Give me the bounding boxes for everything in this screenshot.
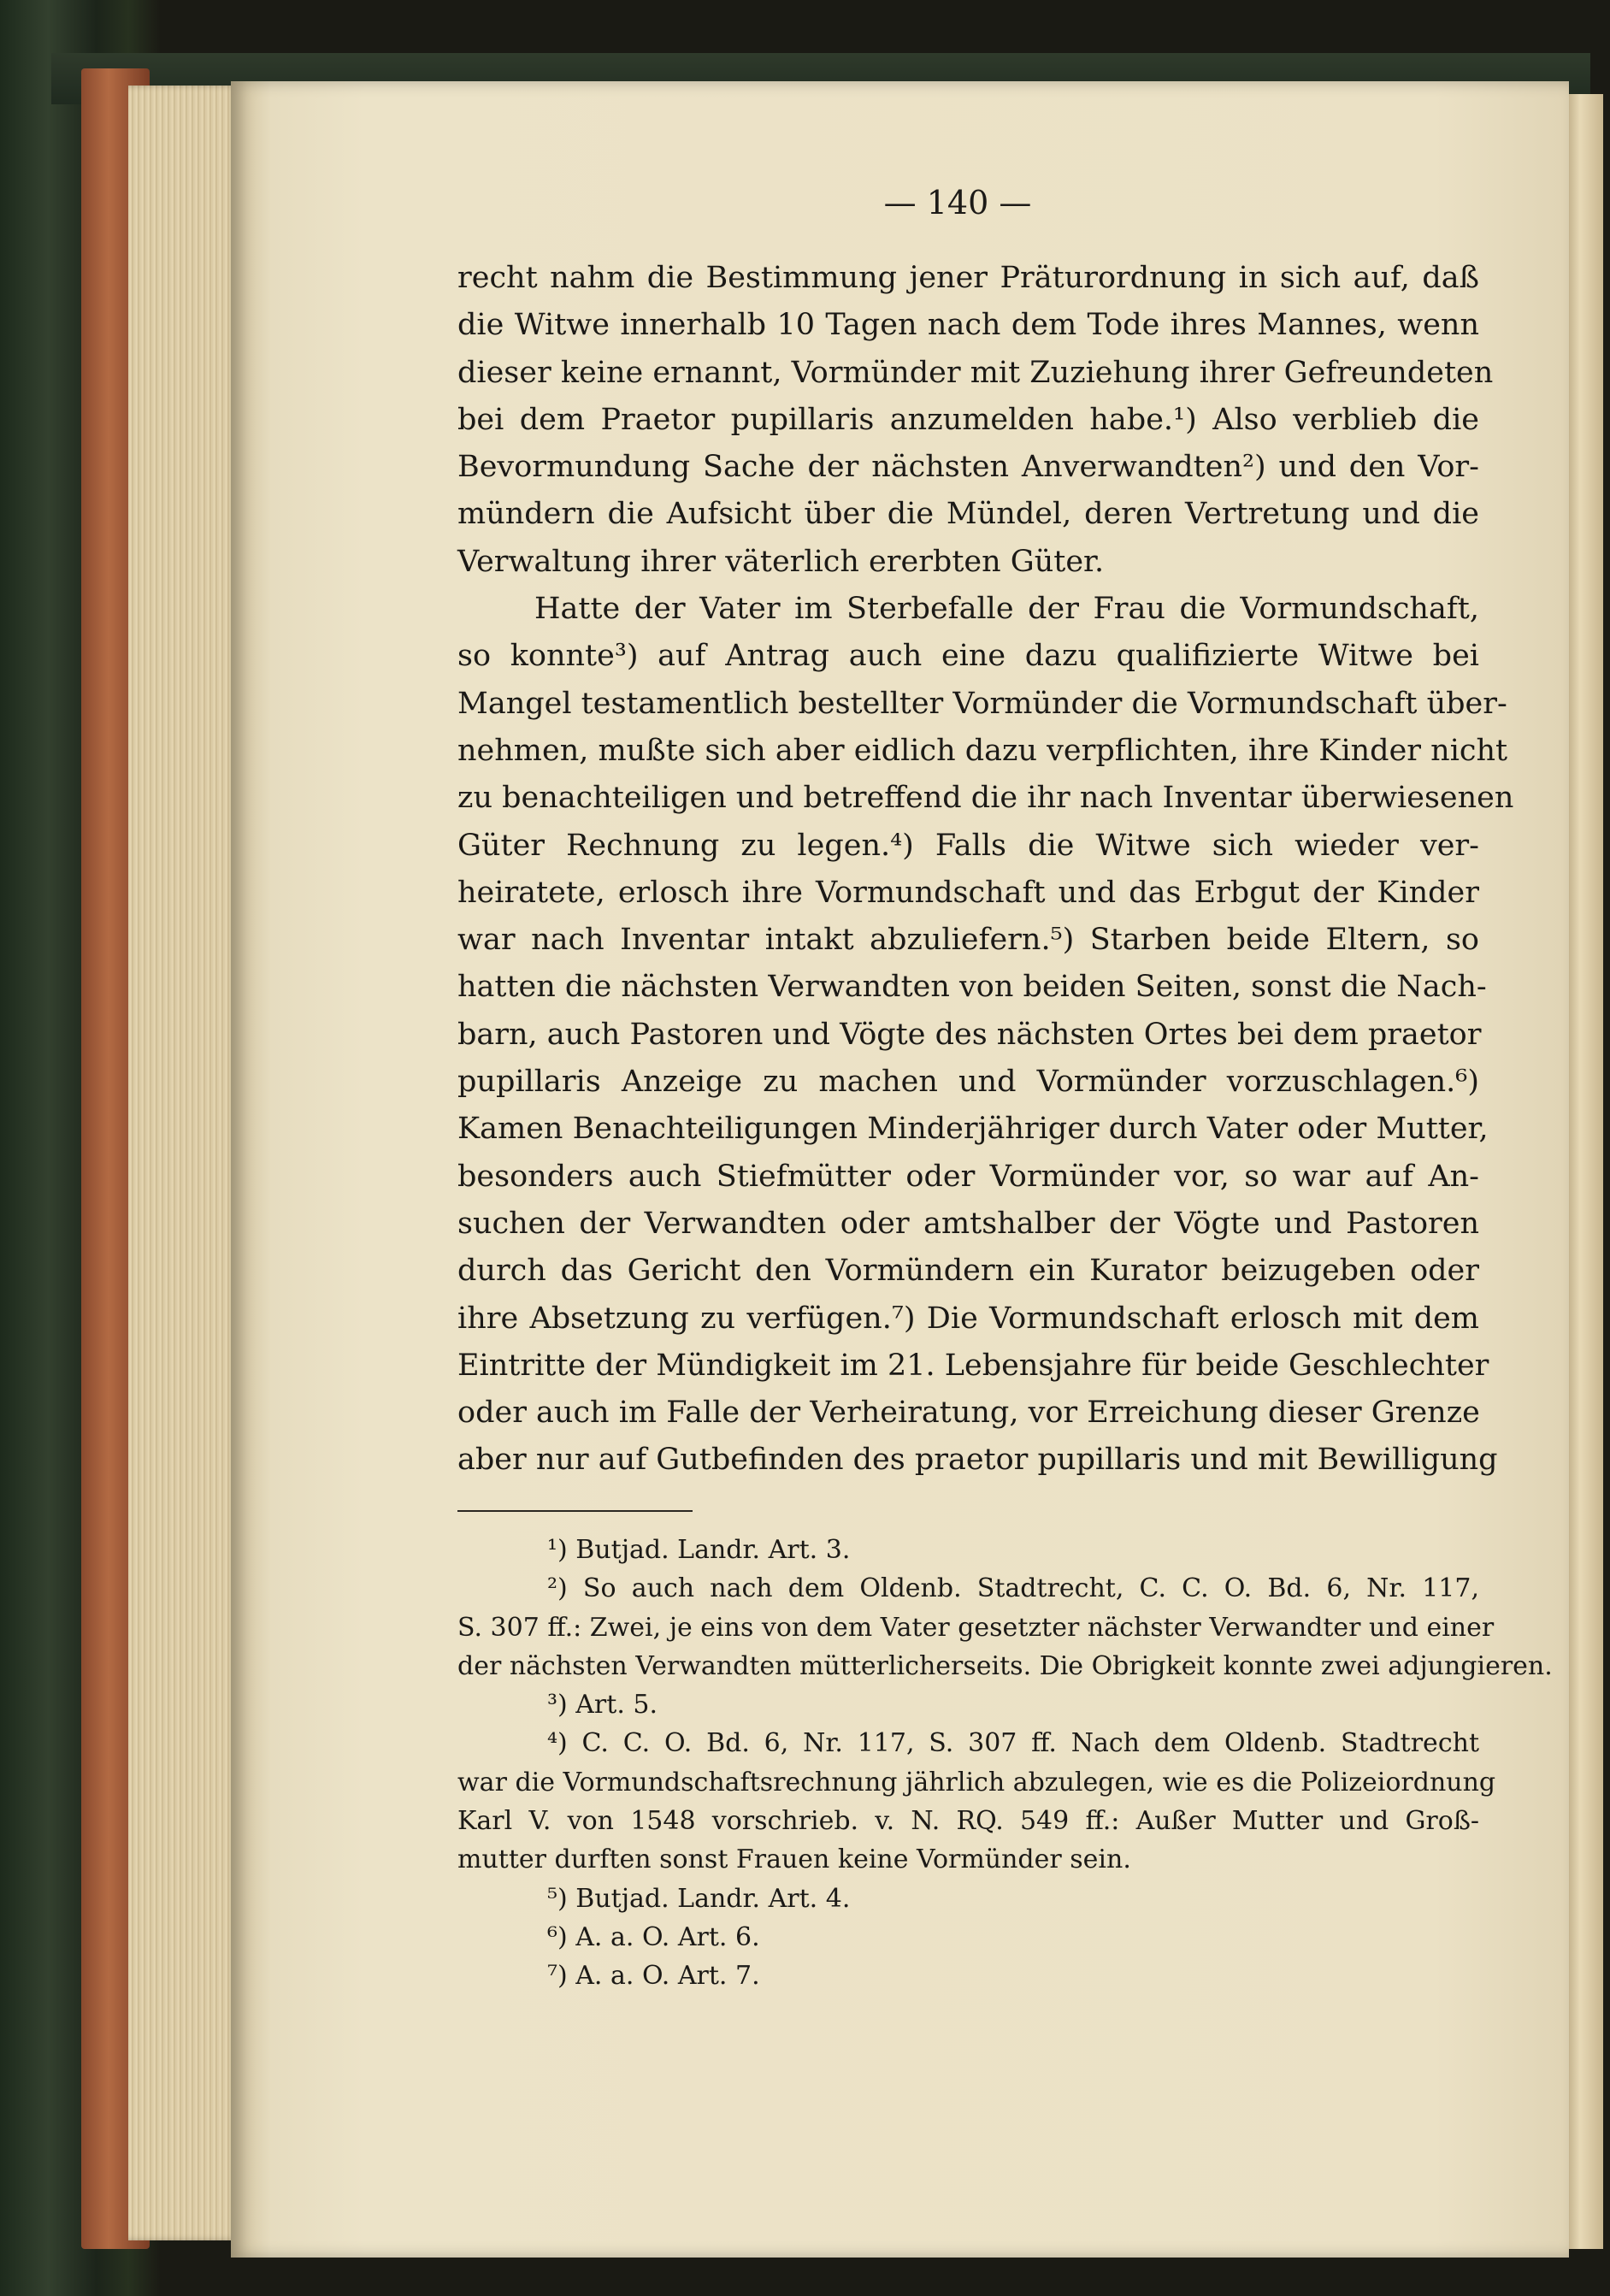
footnote-line: ⁵) Butjad. Landr. Art. 4. (547, 1883, 851, 1914)
body-line: Mangel testamentlich bestellter Vormünder die Vormundschaft über- (457, 686, 1507, 721)
body-line: Güter Rechnung zu legen.⁴) Falls die Witwe sich wieder ver- (457, 828, 1479, 863)
body-line: heiratete, erlosch ihre Vormundschaft und das Erbgut der Kinder (457, 875, 1479, 910)
footnotes (457, 1531, 1553, 1996)
page-number: — 140 — (883, 184, 1032, 221)
footnote-line: ³) Art. 5. (547, 1690, 658, 1721)
body-line: besonders auch Stiefmütter oder Vormünder vor, so war auf An- (457, 1159, 1479, 1194)
page-edges-right (1565, 94, 1603, 2249)
footnote-line: ⁷) A. a. O. Art. 7. (547, 1961, 760, 1992)
body-line: Bevormundung Sache der nächsten Anverwandten²) und den Vor- (457, 450, 1479, 485)
body-line: Verwaltung ihrer väterlich ererbten Güter. (457, 544, 1105, 579)
body-line: pupillaris Anzeige zu machen und Vormünder vorzuschlagen.⁶) (457, 1065, 1479, 1100)
footnote-line: ²) So auch nach dem Oldenb. Stadtrecht, C. C. O. Bd. 6, Nr. 117, (547, 1573, 1479, 1604)
body-line: aber nur auf Gutbefinden des praetor pupillaris und mit Bewilligung (457, 1443, 1498, 1478)
body-line: recht nahm die Bestimmung jener Präturordnung in sich auf, daß (457, 261, 1479, 295)
footnote-line: Karl V. von 1548 vorschrieb. v. N. RQ. 549 ff.: Außer Mutter und Groß- (457, 1806, 1479, 1837)
footnote-line: mutter durften sonst Frauen keine Vormünder sein. (457, 1844, 1131, 1875)
body-line: so konnte³) auf Antrag auch eine dazu qualifizierte Witwe bei (457, 639, 1479, 674)
body-line: nehmen, mußte sich aber eidlich dazu verpflichten, ihre Kinder nicht (457, 733, 1508, 768)
footnote-line: ⁶) A. a. O. Art. 6. (547, 1921, 760, 1952)
footnote-line: ¹) Butjad. Landr. Art. 3. (547, 1535, 851, 1565)
page-edges-left (128, 86, 239, 2240)
body-line: Eintritte der Mündigkeit im 21. Lebensjahre für beide Geschlechter (457, 1348, 1489, 1383)
body-line: die Witwe innerhalb 10 Tagen nach dem Tode ihres Mannes, wenn (457, 308, 1479, 343)
footnote-separator (457, 1510, 693, 1512)
body-line: mündern die Aufsicht über die Mündel, deren Vertretung und die (457, 497, 1479, 532)
body-line: oder auch im Falle der Verheiratung, vor Erreichung dieser Grenze (457, 1396, 1480, 1431)
footnote-line: ⁴) C. C. O. Bd. 6, Nr. 117, S. 307 ff. Nach dem Oldenb. Stadtrecht (547, 1728, 1479, 1759)
body-line: Hatte der Vater im Sterbefalle der Frau die Vormundschaft, (534, 592, 1479, 627)
body-line: barn, auch Pastoren und Vögte des nächsten Ortes bei dem praetor (457, 1017, 1482, 1052)
footnote-line: der nächsten Verwandten mütterlicherseits. Die Obrigkeit konnte zwei adjungieren. (457, 1650, 1553, 1681)
body-line: suchen der Verwandten oder amtshalber der Vögte und Pastoren (457, 1206, 1479, 1241)
body-line: bei dem Praetor pupillaris anzumelden habe.¹) Also verblieb die (457, 402, 1479, 437)
body-line: hatten die nächsten Verwandten von beiden Seiten, sonst die Nach- (457, 970, 1487, 1005)
body-line: durch das Gericht den Vormündern ein Kurator beizugeben oder (457, 1254, 1479, 1289)
body-line: zu benachteiligen und betreffend die ihr nach Inventar überwiesenen (457, 781, 1514, 816)
body-line: Kamen Benachteiligungen Minderjähriger durch Vater oder Mutter, (457, 1112, 1489, 1147)
body-line: war nach Inventar intakt abzuliefern.⁵) Starben beide Eltern, so (457, 923, 1479, 958)
body-line: dieser keine ernannt, Vormünder mit Zuziehung ihrer Gefreundeten (457, 355, 1494, 390)
body-line: ihre Absetzung zu verfügen.⁷) Die Vormundschaft erlosch mit dem (457, 1301, 1479, 1336)
main-text (457, 255, 1514, 1484)
footnote-line: S. 307 ff.: Zwei, je eins von dem Vater gesetzter nächster Verwandter und einer (457, 1612, 1495, 1643)
footnote-line: war die Vormundschaftsrechnung jährlich abzulegen, wie es die Polizeiordnung (457, 1767, 1496, 1797)
